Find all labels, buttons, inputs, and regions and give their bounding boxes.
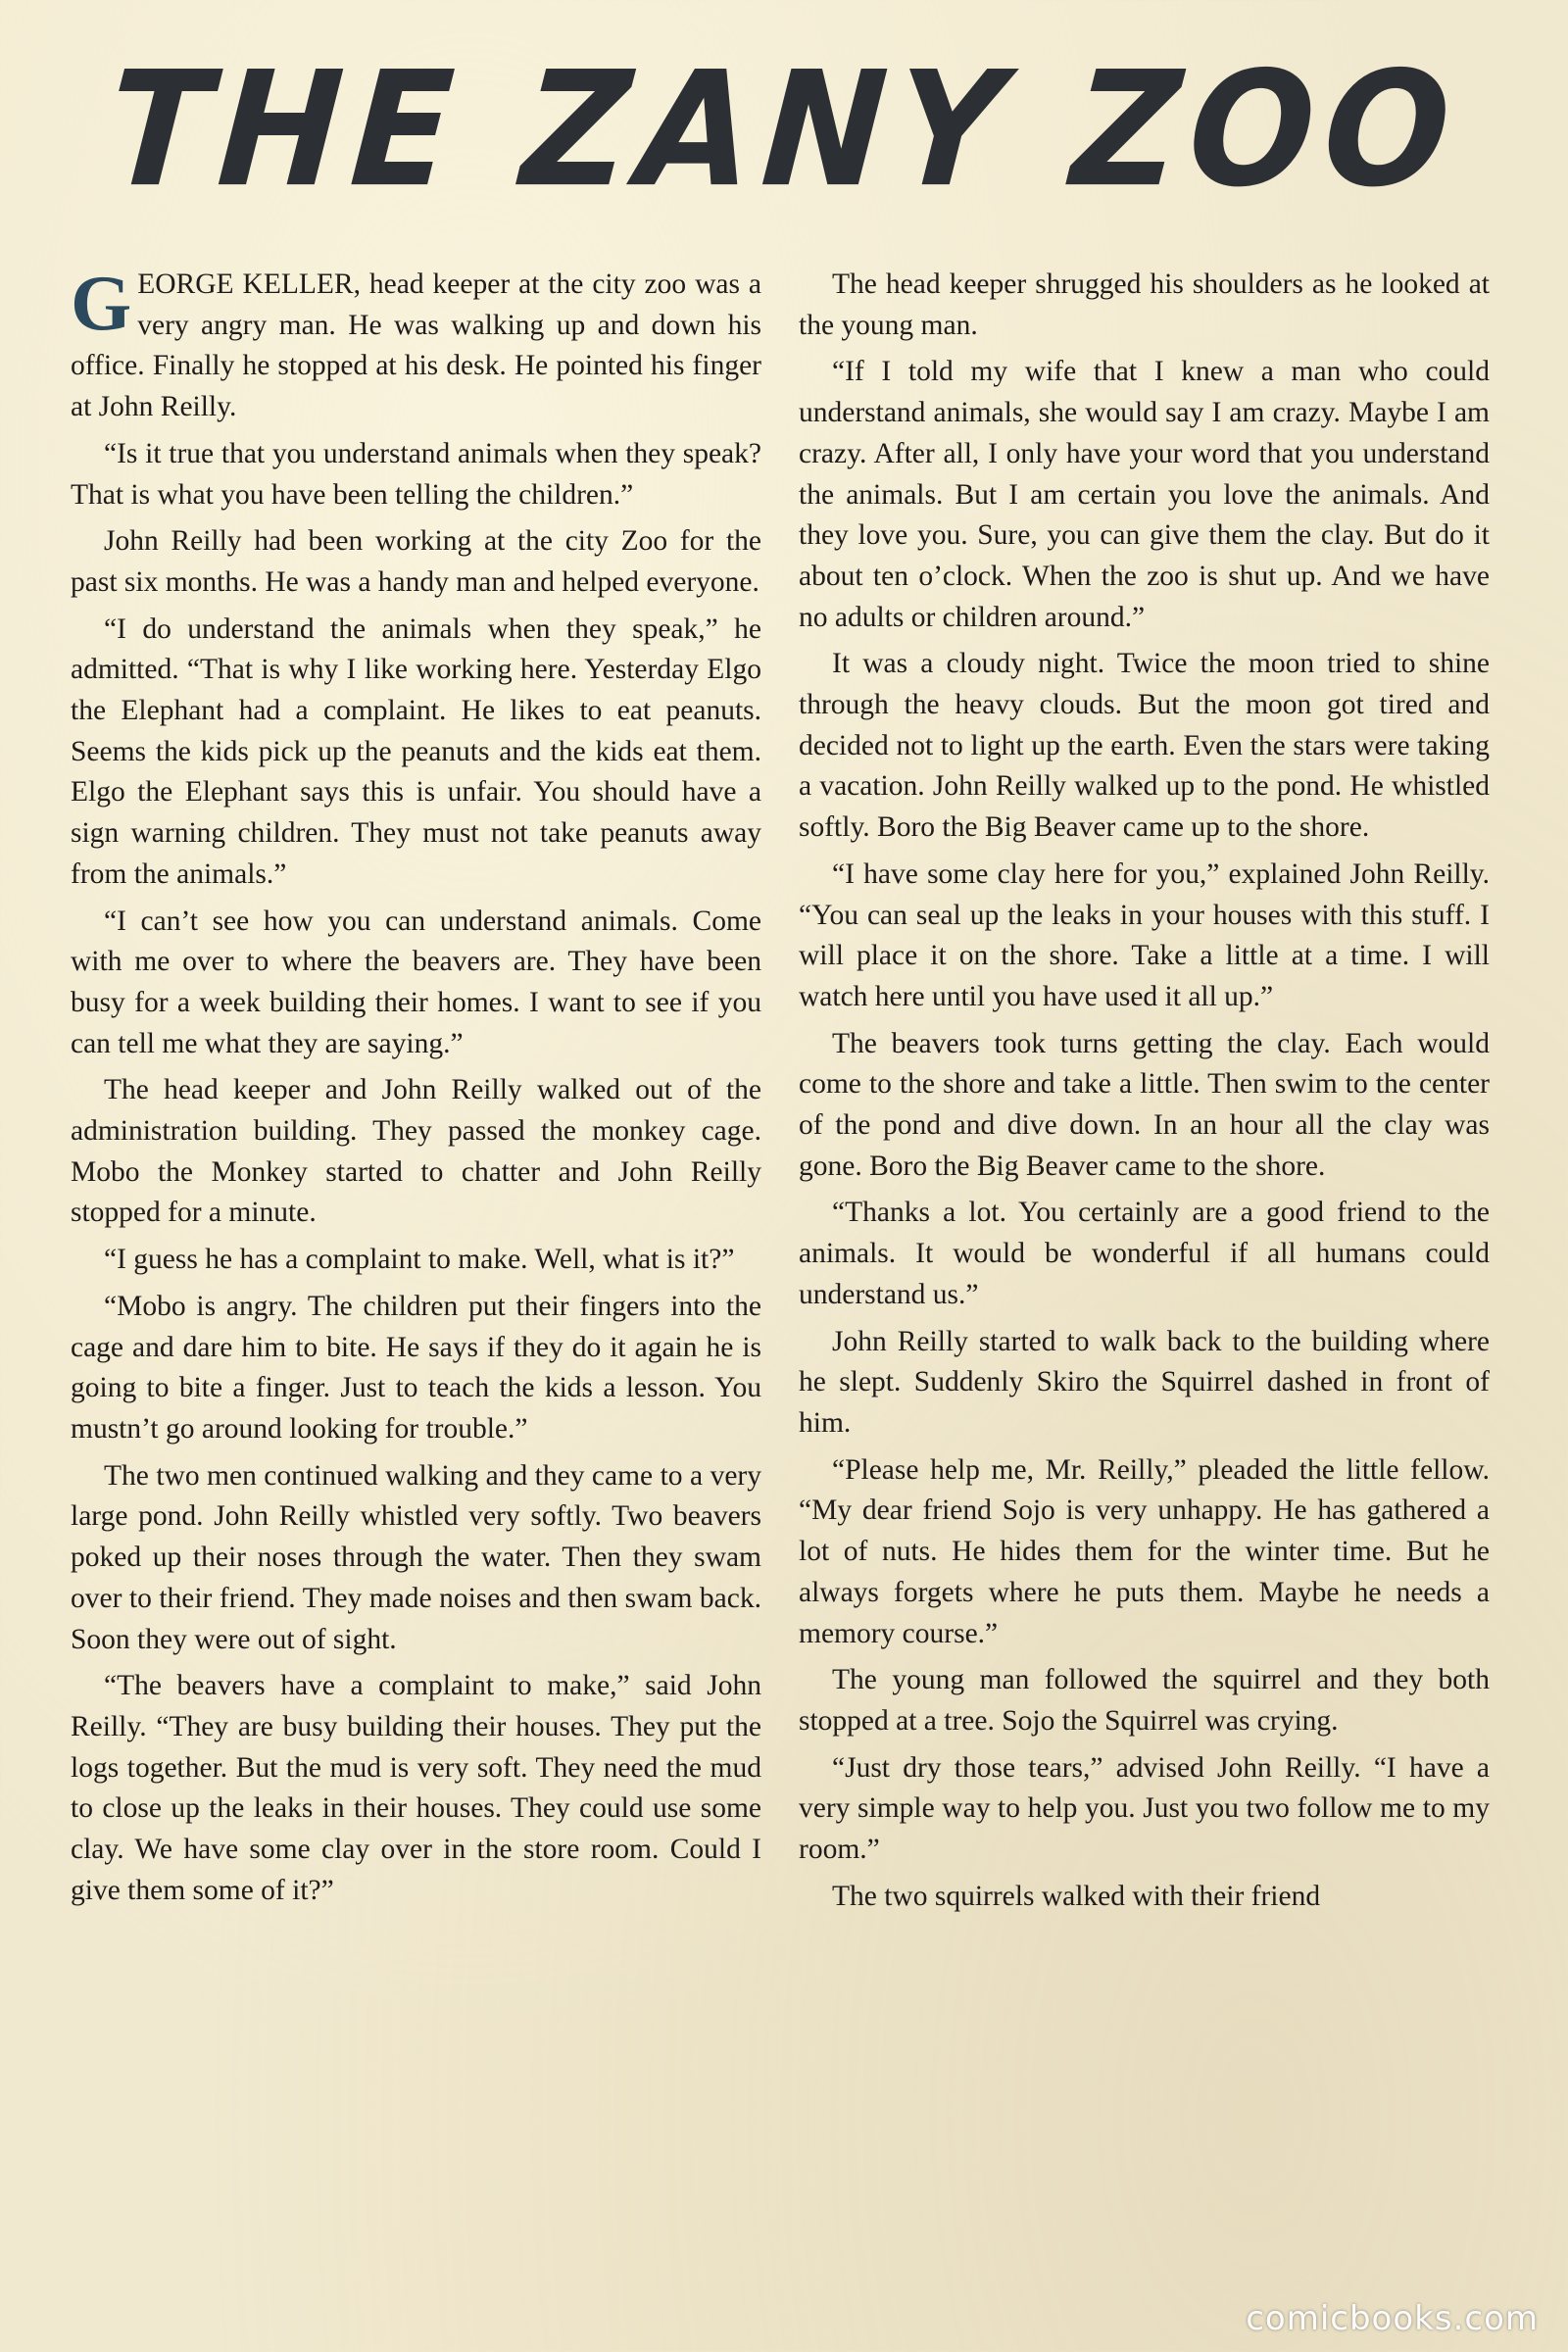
drop-cap: G [71,261,132,347]
paragraph: “Thanks a lot. You certainly are a good friend to the animals. It would be wonderful if all humans could understand us.” [799,1197,1490,1310]
paragraph: John Reilly had been working at the city Zoo for the past six months. He was a handy man and helped everyone. [71,525,761,598]
left-column [71,261,761,1911]
paragraph: John Reilly started to walk back to the building where he slept. Suddenly Skiro the Squirrel dashed in front of him. [799,1325,1490,1439]
paragraph: It was a cloudy night. Twice the moon tried to shine through the heavy clouds. But the moon got tired and decided not to light up the earth. Even the stars were taking a vacation. John Reilly walked up to the pond. He whistled softly. Boro the Big Beaver came up to the shore. [799,648,1490,844]
paragraph: GEORGE KELLER, head keeper at the city zoo was a very angry man. He was walking up and down his office. Finally he stopped at his desk. He pointed his finger at John Reilly. [71,261,761,423]
paragraph: “Please help me, Mr. Reilly,” pleaded the little fellow. “My dear friend Sojo is very unhappy. He has gathered a lot of nuts. He hides them for the winter time. But he always forgets where he puts them. Maybe he needs a memory course.” [799,1453,1490,1649]
paragraph: The two men continued walking and they came to a very large pond. John Reilly whistled very softly. Two beavers poked up their noses through the water. Then they swam over to their friend. They made noises and then swam back. Soon they were out of sight. [71,1459,761,1655]
paragraph: “Just dry those tears,” advised John Reilly. “I have a very simple way to help you. Just you two follow me to my room.” [799,1751,1490,1866]
story-title: THE ZANY ZOO [102,38,1466,222]
paragraph: The head keeper shrugged his shoulders as he looked at the young man. [799,269,1490,341]
paragraph: The young man followed the squirrel and they both stopped at a tree. Sojo the Squirrel was crying. [799,1664,1490,1737]
paragraph: “I have some clay here for you,” explained John Reilly. “You can seal up the leaks in your houses with this stuff. I will place it on the shore. Take a little at a time. I will watch here until you have used it all up.” [799,858,1490,1012]
paragraph: “Mobo is angry. The children put their fingers into the cage and dare him to bite. He says if they do it again he is going to bite a finger. Just to teach the kids a lesson. You mustn’t go around looking for trouble.” [71,1290,761,1445]
paragraph: “If I told my wife that I knew a man who could understand animals, she would say I am crazy. Maybe I am crazy. After all, I only have your word that you understand the animals. But I am certain you love the animals. And they love you. Sure, you can give them the clay. But do it about ten o’clock. When the zoo is shut up. And we have no adults or children around.” [799,356,1490,633]
paragraph: The two squirrels walked with their friend [832,1880,1321,1912]
paragraph: “I guess he has a complaint to make. Well, what is it?” [104,1244,735,1276]
paragraph: The head keeper and John Reilly walked out of the administration building. They passed the monkey cage. Mobo the Monkey started to chatter and John Reilly stopped for a minute. [71,1074,761,1229]
watermark: comicbooks.com [1246,2299,1539,2338]
paragraph: “The beavers have a complaint to make,” said John Reilly. “They are busy building their houses. They put the logs together. But the mud is very soft. They need the mud to close up the leaks in their houses. They could use some clay. We have some clay over in the store room. Could I give them some of it?” [71,1670,761,1906]
paragraph: “I do understand the animals when they speak,” he admitted. “That is why I like working here. Yesterday Elgo the Elephant had a complaint. He likes to eat peanuts. Seems the kids pick up the peanuts and the kids eat them. Elgo the Elephant says this is unfair. You should have a sign warning children. They must not take peanuts away from the animals.” [71,612,761,890]
paragraph: “Is it true that you understand animals when they speak? That is what you have been telling the children.” [71,437,761,511]
paragraph: “I can’t see how you can understand animals. Come with me over to where the beavers are. They have been busy for a week building their homes. I want to see if you can tell me what they are saying.” [71,905,761,1059]
paragraph: The beavers took turns getting the clay. Each would come to the shore and take a little. Then swim to the center of the pond and dive down. In an hour all the clay was gone. Boro the Big Beaver came to the shore. [799,1027,1490,1182]
right-column [799,265,1490,1917]
